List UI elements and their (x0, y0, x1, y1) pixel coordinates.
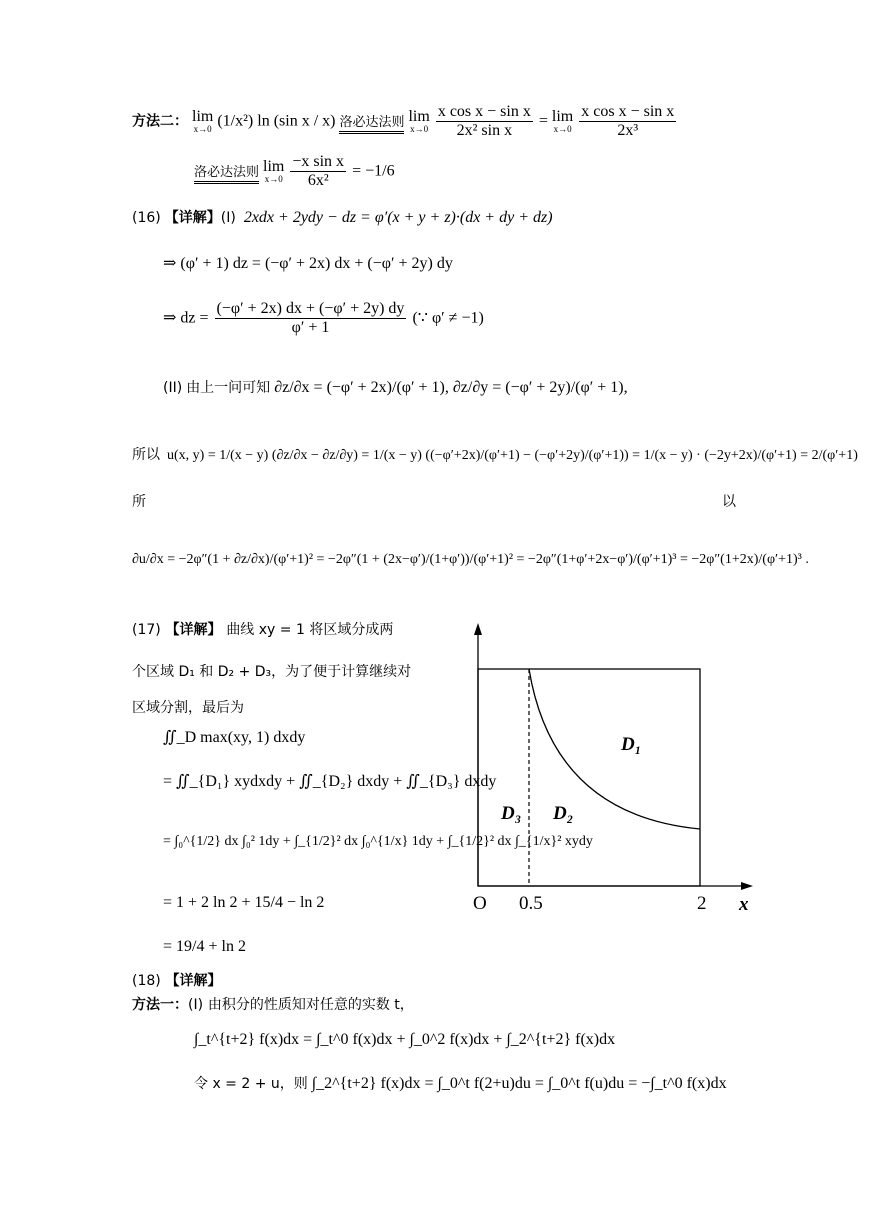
q16-dz-dy: ∂z/∂y = (−φ′ + 2y)/(φ′ + 1) (452, 379, 624, 396)
q18-eq1: ∫_t^{t+2} f(x)dx = ∫_t^0 f(x)dx + ∫_0^2 f(x)dx + ∫_2^{t+2} f(x)dx (194, 1031, 616, 1048)
q16-number: (16) (132, 210, 161, 226)
q16-eq3: ⇒ dz = $\frac{(-\varphi' + 2x) dx + (-\varphi' + 2y) dy}{\varphi' + 1}$ (∵ φ′ ≠ −1) (163, 300, 484, 337)
q17-text1: 曲线 xy = 1 将区域分成两 (226, 622, 394, 638)
q16-part1: (I) (220, 210, 236, 226)
region-diagram (455, 615, 765, 915)
x-axis-label: x (739, 894, 749, 915)
q16-eq2: ⇒ (φ′ + 1) dz = (−φ′ + 2x) dx + (−φ′ + 2y) dy (163, 255, 453, 272)
q17-line3: = ∫₀^{1/2} dx ∫₀² 1dy + ∫_{1/2}² dx ∫₀^{1/x} 1dy + ∫_{1/2}² dx ∫_{1/x}² xydy (163, 834, 593, 849)
q17-line4: = 1 + 2 ln 2 + 15/4 − ln 2 (163, 894, 325, 911)
q18-method-label: 方法一： (132, 997, 188, 1013)
q18-text: 由积分的性质知对任意的实数 t， (207, 997, 414, 1013)
label-d3: D₃ (501, 803, 522, 824)
limit-symbol: lim x→0 (551, 108, 574, 135)
q16-tag: 【详解】 (164, 210, 221, 226)
q16-part2: (II) 由上一问可知 ∂z/∂x = (−φ′ + 2x)/(φ′ + 1), ∂z/∂y = (−φ′ + 2y)/(φ′ + 1), (163, 379, 628, 396)
label-origin: O (473, 893, 487, 914)
method2-result: −1/6 (365, 162, 395, 180)
q18-eq2-line (194, 1074, 727, 1093)
q16-so-right: 以 (722, 494, 736, 510)
method2-step2: $\frac{\text{x cos x − sin x}}{\text{2x² sin x}}$ (437, 103, 531, 140)
lhopital-rule-label: 洛必达法则 (339, 115, 404, 134)
q17-header (132, 620, 393, 639)
q16-eq3-condition: (∵ φ′ ≠ −1) (412, 309, 484, 327)
limit-symbol: lim x→0 (263, 158, 285, 185)
q18-let: 令 x = 2 + u，则 (194, 1076, 308, 1092)
tick-label-half: 0.5 (519, 893, 543, 914)
q16-eq1: 2xdx + 2ydy − dz = φ′(x + y + z)·(dx + dy + dz) (243, 209, 553, 226)
limit-symbol: lim x→0 (192, 108, 214, 135)
label-d1: D₁ (621, 734, 642, 755)
method2-step1: (1/x²) ln (sin x / x) (217, 112, 336, 130)
q18-tag: 【详解】 (165, 973, 222, 989)
q16-so-left: 所 (132, 494, 146, 510)
q18-number: (18) (132, 973, 161, 989)
q17-text2: 个区域 D₁ 和 D₂ + D₃，为了便于计算继续对 (132, 664, 412, 680)
x-axis-arrow-icon (741, 882, 753, 890)
label-d2: D₂ (553, 803, 574, 824)
q16-header (132, 208, 553, 227)
q17-line5: = 19/4 + ln 2 (163, 938, 246, 955)
square-boundary (478, 669, 700, 886)
q16-u-eq: u(x, y) = 1/(x − y) (∂z/∂x − ∂z/∂y) = 1/(x − y) ((−φ′+2x)/(φ′+1) − (−φ′+2y)/(φ′+1)) = 1/(x − y) · (−2y+2x)/(φ′+1) = 2/(φ′+1) (167, 448, 858, 463)
method2-line1: 方法二： lim x→0 (1/x²) ln (sin x / x) 洛必达法则 lim x→0 $\frac{\text{x cos x − sin x}}{\text{2x² sin x}}$ = lim x→0 $\frac{\text{x cos x − sin x}}{\text{2x³}}$ (132, 103, 675, 140)
q17-line1: ∬_D max(xy, 1) dxdy (163, 729, 306, 746)
q17-number: (17) (132, 622, 161, 638)
q18-method1: 方法一：(I) 由积分的性质知对任意的实数 t， (132, 997, 414, 1013)
limit-symbol: lim x→0 (408, 108, 430, 135)
q17-tag: 【详解】 (165, 622, 222, 638)
tick-label-two: 2 (697, 893, 707, 914)
q17-line2: = ∬_{D₁} xydxdy + ∬_{D₂} dxdy + ∬_{D₃} dxdy (163, 773, 497, 790)
method2-step4: $\frac{\text{−x sin x}}{\text{6x²}}$ (292, 153, 345, 190)
q17-text3: 区域分割，最后为 (132, 700, 244, 716)
q16-dz-dx: ∂z/∂x = (−φ′ + 2x)/(φ′ + 1) (274, 379, 445, 396)
q16-so: 所以 (132, 447, 160, 463)
q16-du-dx: ∂u/∂x = −2φ″(1 + ∂z/∂x)/(φ′+1)² = −2φ″(1 + (2x−φ′)/(1+φ′))/(φ′+1)² = −2φ″(1+φ′+2x−φ′)/(φ′+1)³ = −2φ″(1+2x)/(φ′+1)³ . (132, 552, 809, 567)
lhopital-rule-label: 洛必达法则 (194, 165, 259, 184)
y-axis-arrow-icon (474, 623, 482, 635)
q16-u-line (132, 447, 858, 465)
method2-line2: 洛必达法则 lim x→0 $\frac{\text{−x sin x}}{\text{6x²}}$ = −1/6 (194, 153, 395, 190)
method2-step3: $\frac{\text{x cos x − sin x}}{\text{2x³}}$ (581, 103, 675, 140)
method2-label: 方法二： (132, 113, 188, 130)
q18-header (132, 971, 222, 990)
q18-eq2: ∫_2^{t+2} f(x)dx = ∫_0^t f(2+u)du = ∫_0^t f(u)du = −∫_t^0 f(x)dx (311, 1075, 727, 1092)
